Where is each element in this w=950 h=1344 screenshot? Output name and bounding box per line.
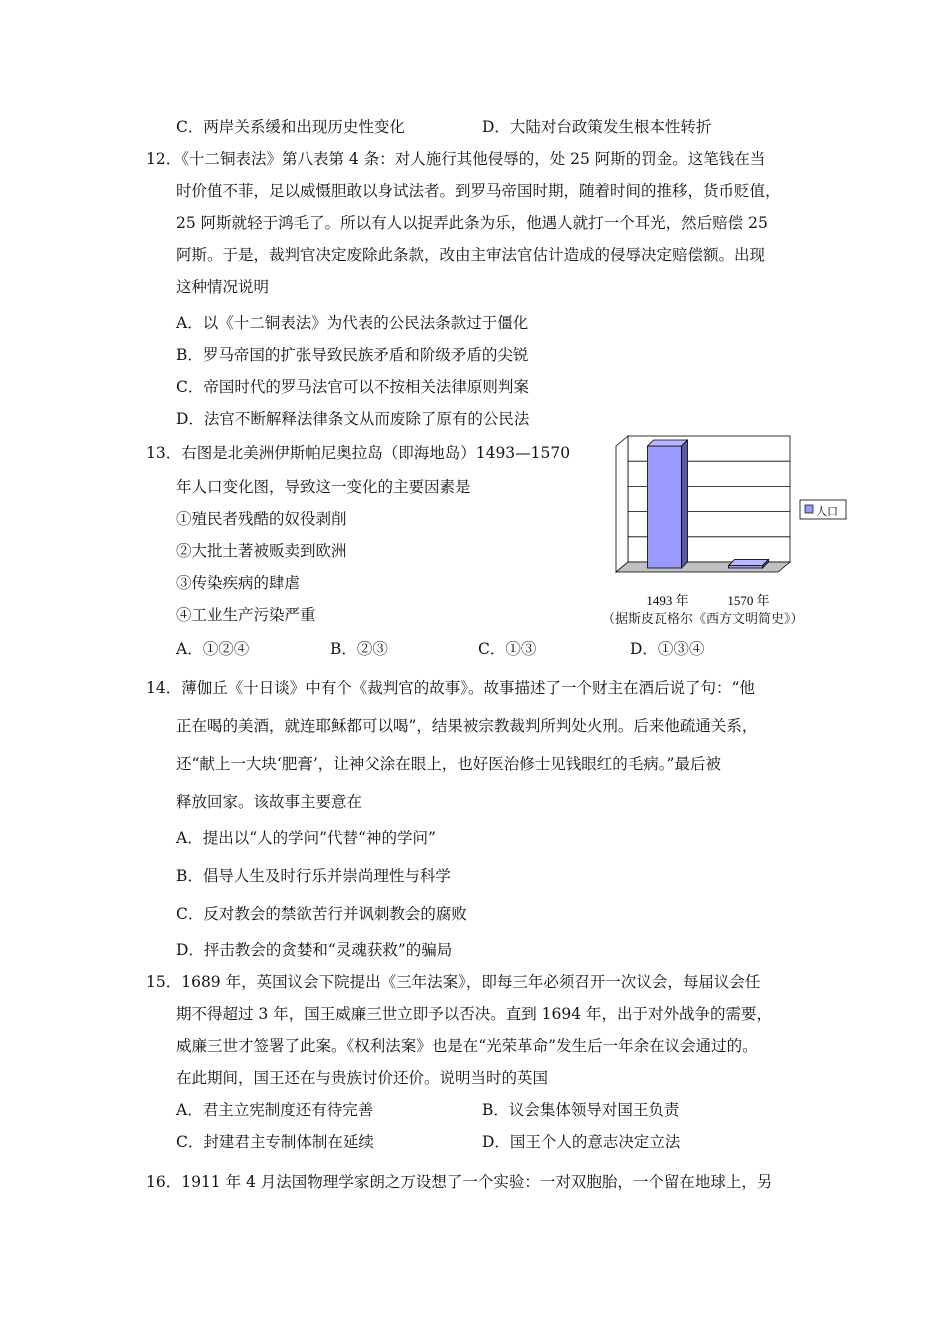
q12-option-d: D．法官不断解释法律条文从而废除了原有的公民法 <box>176 410 530 428</box>
q11-option-c: C．两岸关系缓和出现历史性变化 <box>176 118 405 136</box>
q12-stem-line: 时价值不菲，足以威慑胆敢以身试法者。到罗马帝国时期，随着时间的推移，货币贬值， <box>176 182 781 200</box>
chart-x-tick-label: 1493 年 <box>646 593 689 608</box>
q14-stem-line: 释放回家。该故事主要意在 <box>176 793 363 811</box>
q13-item-2: ②大批土著被贩卖到欧洲 <box>176 542 347 560</box>
q13-item-4: ④工业生产污染严重 <box>176 606 316 624</box>
q15-option-d: D．国王个人的意志决定立法 <box>482 1133 681 1151</box>
q14-stem-line: 还“献上一大块‘肥膏’，让神父涂在眼上，也好医治修士见钱眼红的毛病。”最后被 <box>176 755 721 773</box>
population-chart-svg <box>598 432 848 632</box>
q14-option-c: C．反对教会的禁欲苦行并讽刺教会的腐败 <box>176 905 467 923</box>
chart-legend <box>800 500 846 519</box>
q11-option-d: D．大陆对台政策发生根本性转折 <box>482 118 712 136</box>
q12-stem-line: 25 阿斯就轻于鸿毛了。所以有人以捉弄此条为乐，他遇人就打一个耳光，然后赔偿 25 <box>176 214 768 232</box>
chart-bar <box>648 446 682 568</box>
population-bar-chart <box>598 432 848 632</box>
q13-option-c: C．①③ <box>478 640 537 658</box>
q12-option-a: A．以《十二铜表法》为代表的公民法条款过于僵化 <box>176 314 529 332</box>
q14-option-a: A．提出以“人的学问”代替“神的学问” <box>176 829 436 847</box>
q14-option-b: B．倡导人生及时行乐并崇尚理性与科学 <box>176 867 451 885</box>
legend-swatch <box>805 505 813 513</box>
q13-stem-line: 年人口变化图，导致这一变化的主要因素是 <box>176 478 471 496</box>
q15-stem-line: 威廉三世才签署了此案。《权利法案》也是在“光荣革命”发生后一年余在议会通过的。 <box>176 1037 758 1055</box>
chart-bar-top <box>729 560 769 566</box>
chart-frame <box>616 436 790 572</box>
q13-item-3: ③传染疾病的肆虐 <box>176 574 301 592</box>
q12-option-b: B．罗马帝国的扩张导致民族矛盾和阶级矛盾的尖锐 <box>176 346 529 364</box>
q15-option-a: A．君主立宪制度还有待完善 <box>176 1101 374 1119</box>
q12-stem-line: 这种情况说明 <box>176 278 270 296</box>
q13-item-1: ①殖民者残酷的奴役剥削 <box>176 510 347 528</box>
chart-bar-top <box>648 440 688 446</box>
chart-bar-side <box>682 440 688 568</box>
q14-option-d: D．抨击教会的贪婪和“灵魂获救”的骗局 <box>176 941 453 959</box>
q12-option-c: C．帝国时代的罗马法官可以不按相关法律原则判案 <box>176 378 529 396</box>
q15-option-c: C．封建君主专制体制在延续 <box>176 1133 374 1151</box>
q15-stem-line: 15．1689 年，英国议会下院提出《三年法案》，即每三年必须召开一次议会，每届议会任 <box>146 973 761 991</box>
q15-option-b: B．议会集体领导对国王负责 <box>482 1101 680 1119</box>
q13-option-d: D．①③④ <box>630 640 705 658</box>
legend-label: 人口 <box>816 506 838 518</box>
chart-x-tick-label: 1570 年 <box>727 593 770 608</box>
chart-x-labels <box>646 593 769 608</box>
chart-side-wall <box>616 436 628 572</box>
q13-stem-line: 13．右图是北美洲伊斯帕尼奥拉岛（即海地岛）1493—1570 <box>146 444 571 462</box>
q15-stem-line: 在此期间，国王还在与贵族讨价还价。说明当时的英国 <box>176 1069 549 1087</box>
q13-option-a: A．①②④ <box>176 640 250 658</box>
chart-source: （据斯皮瓦格尔《西方文明简史》） <box>602 612 804 627</box>
q13-option-b: B．②③ <box>330 640 388 658</box>
q12-stem-line: 12．《十二铜表法》第八表第 4 条：对人施行其他侵辱的，处 25 阿斯的罚金。这笔钱在当 <box>146 150 766 168</box>
q15-stem-line: 期不得超过 3 年，国王威廉三世立即予以否决。直到 1694 年，出于对外战争的需要， <box>176 1005 773 1023</box>
q12-stem-line: 阿斯。于是，裁判官决定废除此条款，改由主审法官估计造成的侵辱决定赔偿额。出现 <box>176 246 766 264</box>
q16-stem-line: 16．1911 年 4 月法国物理学家朗之万设想了一个实验：一对双胞胎，一个留在地球上，另 <box>146 1173 773 1191</box>
q14-stem-line: 14．薄伽丘《十日谈》中有个《裁判官的故事》。故事描述了一个财主在酒后说了句：“他 <box>146 679 755 697</box>
q14-stem-line: 正在喝的美酒，就连耶稣都可以喝”，结果被宗教裁判所判处火刑。后来他疏通关系， <box>176 717 758 735</box>
